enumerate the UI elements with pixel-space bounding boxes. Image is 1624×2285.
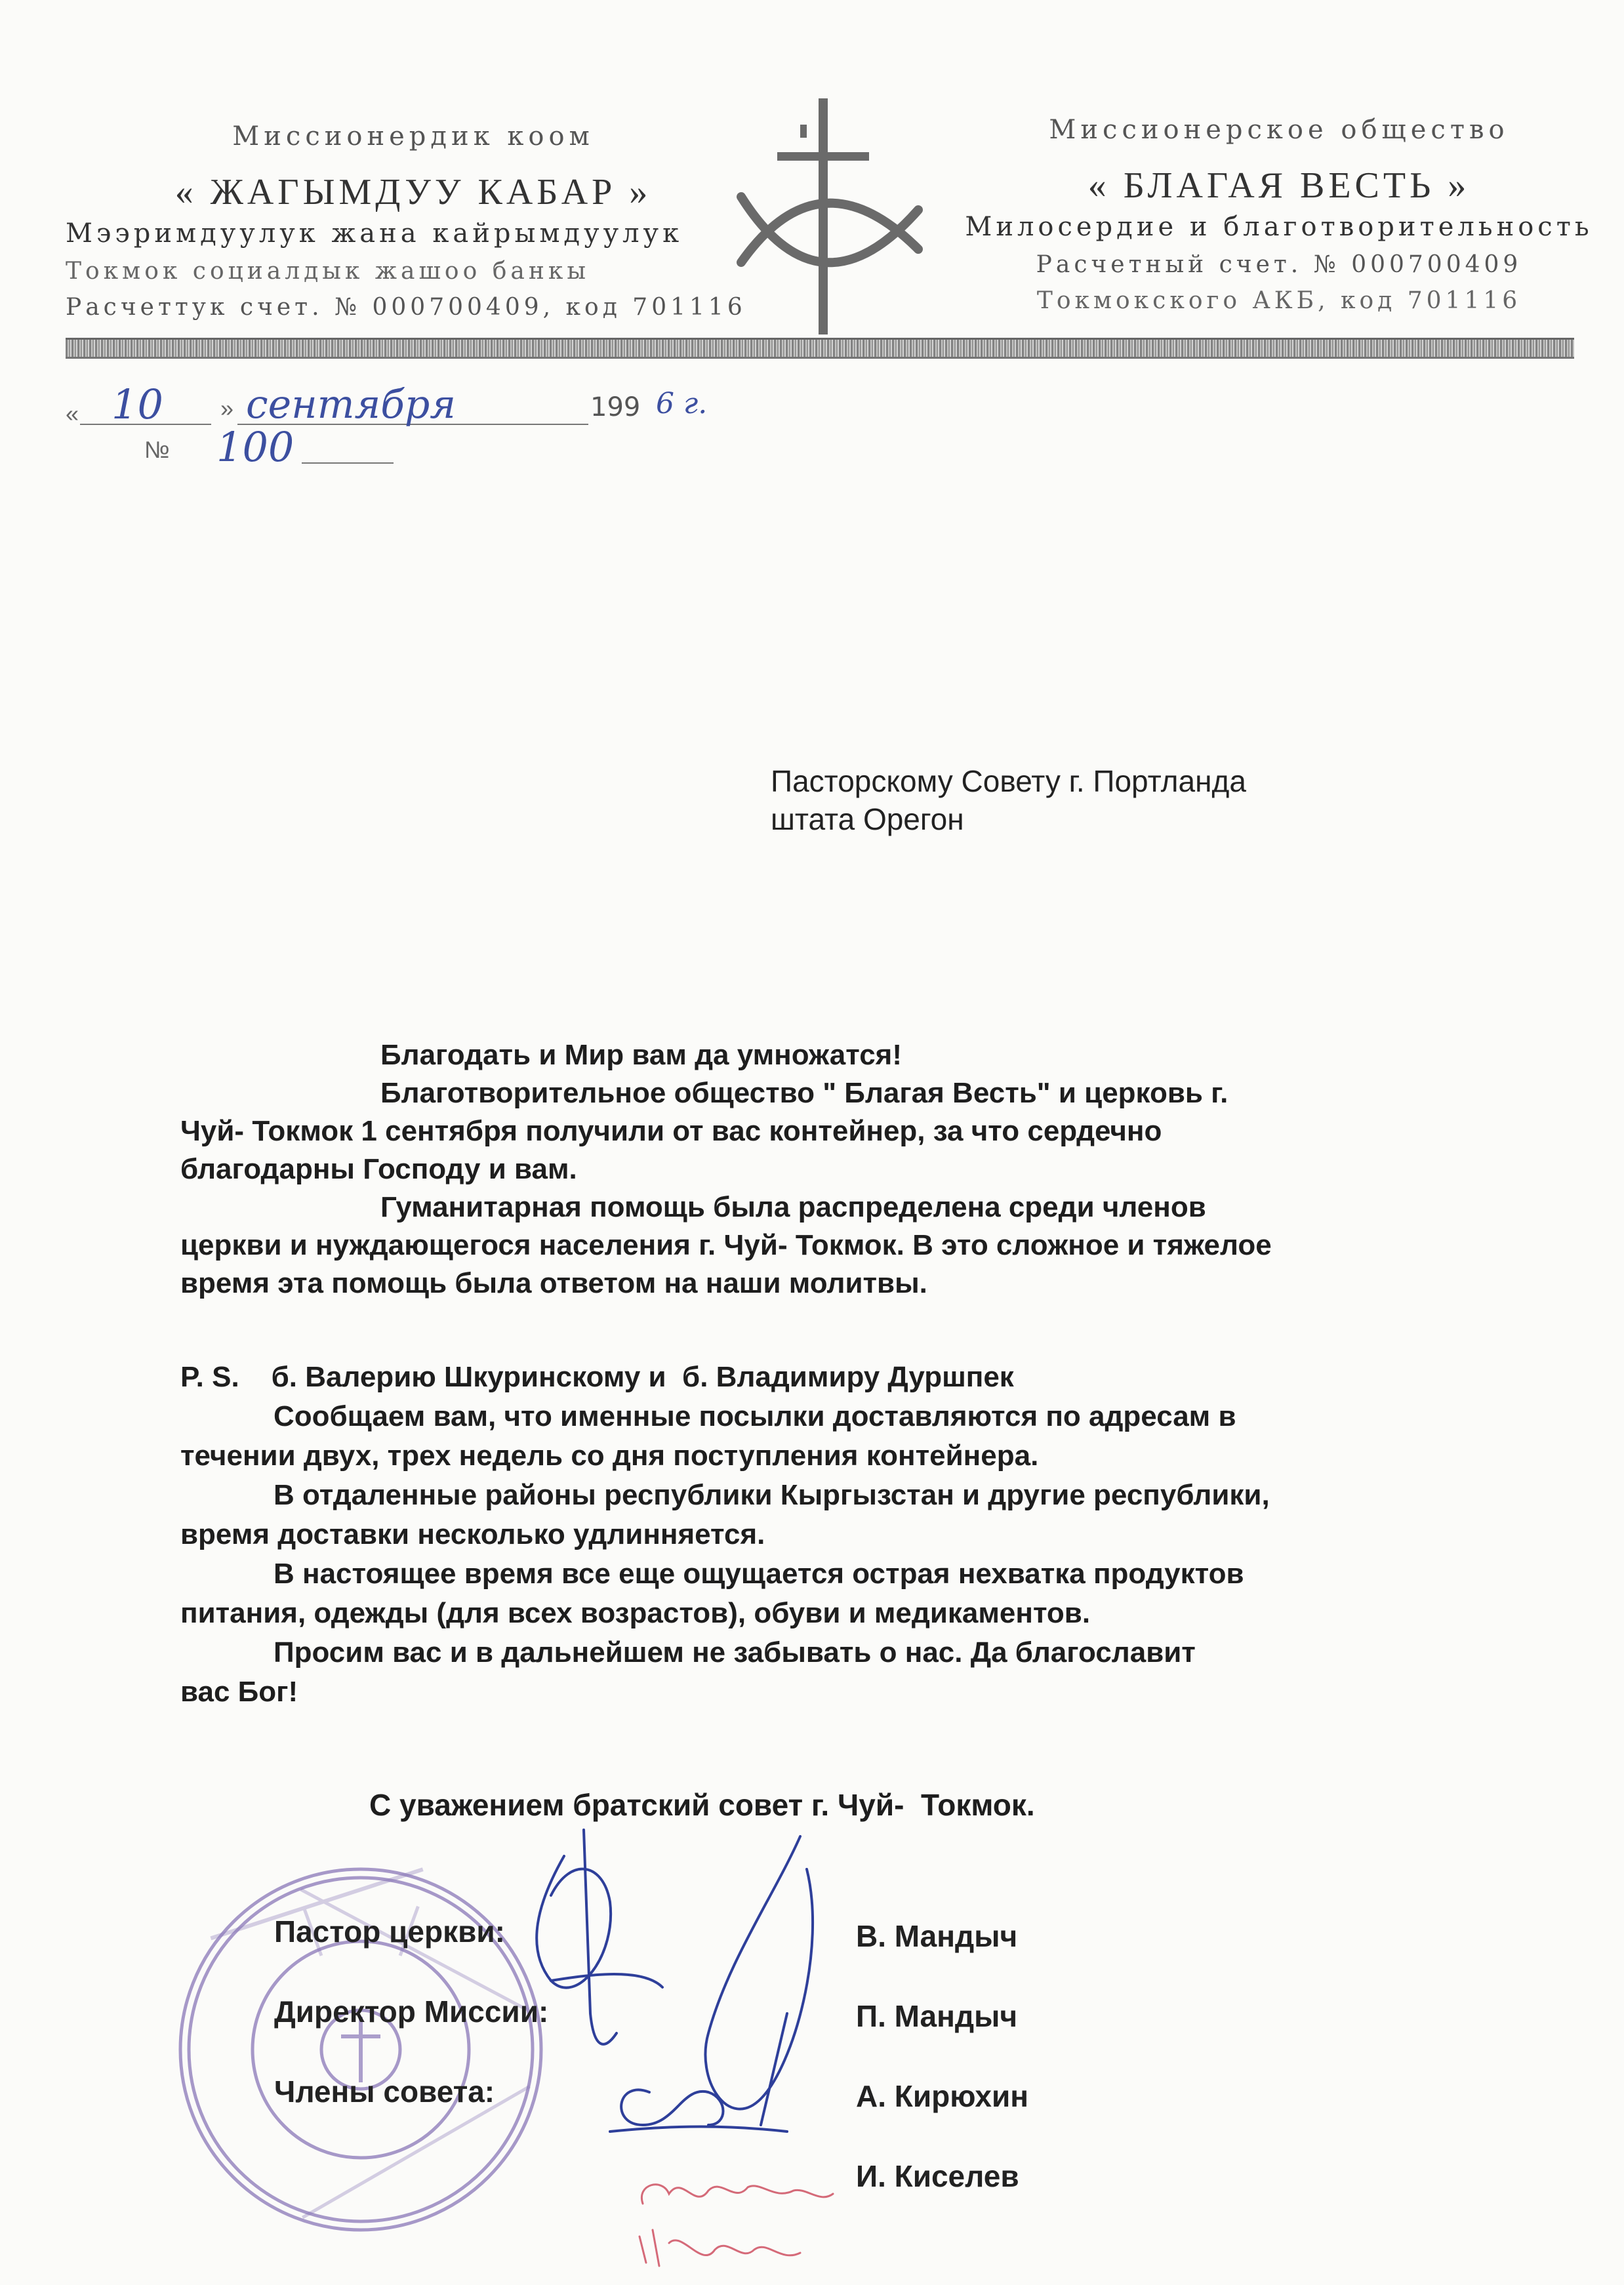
addressee-line-2: штата Орегон bbox=[771, 802, 964, 836]
number-sign: № bbox=[144, 436, 170, 463]
signatory-name-director: П. Мандыч bbox=[856, 1999, 1018, 2033]
signatory-role-director: Директор Миссии: bbox=[274, 1994, 549, 2029]
signatory-role-council: Члены совета: bbox=[274, 2074, 495, 2109]
letter-number bbox=[118, 423, 394, 469]
body-line: церкви и нуждающегося населения г. Чуй- Токмок. В это сложное и тяжелое bbox=[180, 1229, 1272, 1261]
letterhead-left bbox=[66, 121, 761, 321]
org-name-ru: « БЛАГАЯ ВЕСТЬ » bbox=[1087, 165, 1471, 206]
ps-line: течении двух, трех недель со дня поступления контейнера. bbox=[180, 1440, 1039, 1472]
ps-line: Просим вас и в дальнейшем не забывать о нас. Да благославит bbox=[274, 1636, 1196, 1668]
addressee-line-1: Пасторскому Совету г. Портланда bbox=[771, 764, 1246, 798]
handwritten-signatures bbox=[512, 1817, 879, 2276]
signatory-role-pastor: Пастор церкви: bbox=[274, 1914, 505, 1949]
cross-fish-emblem-icon bbox=[728, 98, 925, 334]
letterhead-divider bbox=[66, 338, 1574, 359]
date-open-quote: « bbox=[66, 400, 79, 427]
org-type-kg: Миссионердик коом bbox=[232, 121, 594, 152]
org-sub-kg: Мээримдуулук жана кайрымдуулук bbox=[66, 218, 683, 249]
postscript bbox=[180, 1358, 1400, 1712]
letter-body bbox=[180, 1036, 1400, 1303]
greeting: Благодать и Мир вам да умножатся! bbox=[380, 1039, 903, 1071]
signatory-name-council-2: И. Киселев bbox=[856, 2159, 1019, 2193]
date-month: сентября bbox=[246, 382, 457, 428]
signatory-name-pastor: В. Мандыч bbox=[856, 1919, 1018, 1953]
ps-line: время доставки несколько удлинняется. bbox=[180, 1518, 765, 1550]
number-underline bbox=[302, 462, 394, 464]
date-year-prefix: 199 bbox=[590, 392, 641, 422]
ps-line: В настоящее время все еще ощущается острая нехватка продуктов bbox=[274, 1558, 1244, 1590]
signatory-name-council-1: А. Кирюхин bbox=[856, 2079, 1029, 2113]
ps-line: вас Бог! bbox=[180, 1676, 298, 1708]
ps-line: Сообщаем вам, что именные посылки доставляются по адресам в bbox=[274, 1400, 1236, 1432]
org-account-kg: Расчеттук счет. № 000700409, код 701116 bbox=[66, 294, 746, 321]
addressee bbox=[771, 762, 1246, 838]
ps-line: питания, одежды (для всех возрастов), обуви и медикаментов. bbox=[180, 1597, 1091, 1629]
body-line: благодарны Господу и вам. bbox=[180, 1153, 577, 1185]
date-year-suffix: 6 г. bbox=[656, 387, 708, 420]
org-bank-kg: Токмок социалдык жашоо банкы bbox=[66, 258, 590, 285]
letter-number-value: 100 bbox=[216, 423, 294, 471]
body-line: время эта помощь была ответом на наши молитвы. bbox=[180, 1267, 927, 1299]
ps-line: В отдаленные районы республики Кыргызстан и другие республики, bbox=[274, 1479, 1270, 1511]
date-close-quote: » bbox=[220, 395, 234, 422]
body-line: Гуманитарная помощь была распределена среди членов bbox=[380, 1191, 1206, 1223]
org-name-kg: « ЖАГЫМДУУ КАБАР » bbox=[174, 172, 652, 212]
body-line: Благотворительное общество " Благая Весть" и церковь г. bbox=[380, 1077, 1228, 1109]
org-bank-ru: Токмокского АКБ, код 701116 bbox=[1036, 287, 1522, 314]
org-sub-ru: Милосердие и благотворительность bbox=[965, 212, 1593, 242]
closing-line: С уважением братский совет г. Чуй- Токмок. bbox=[369, 1788, 1035, 1822]
org-account-ru: Расчетный счет. № 000700409 bbox=[1036, 251, 1522, 278]
ps-heading: P. S. б. Валерию Шкуринскому и б. Владимиру Дуршпек bbox=[180, 1361, 1014, 1393]
org-type-ru: Миссионерское общество bbox=[1049, 115, 1509, 145]
body-line: Чуй- Токмок 1 сентября получили от вас контейнер, за что сердечно bbox=[180, 1115, 1162, 1147]
letterhead-right bbox=[951, 115, 1607, 314]
date-day: 10 bbox=[112, 380, 163, 428]
